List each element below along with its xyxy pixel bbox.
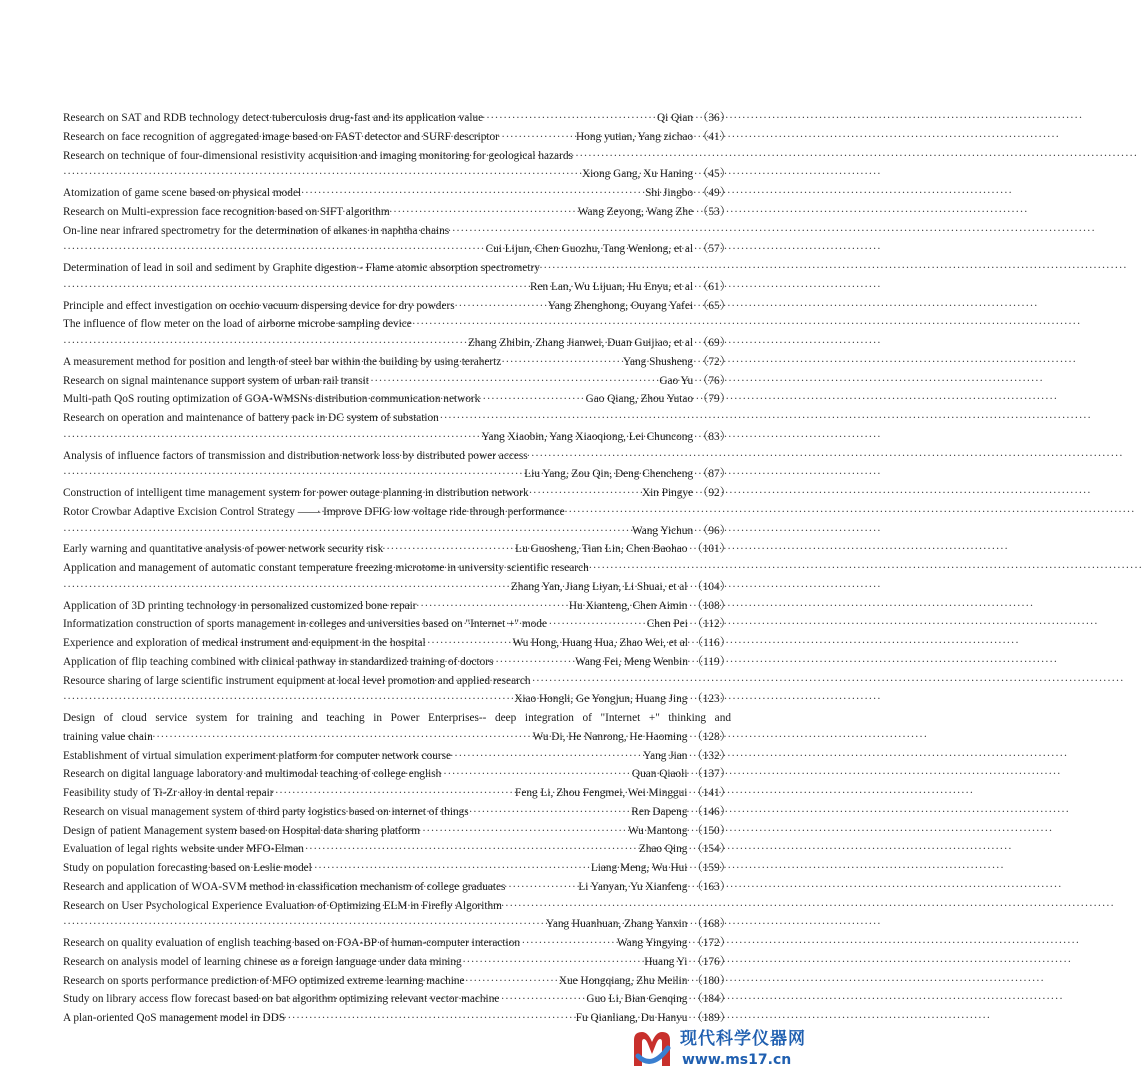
toc-entry-page: （92） [697,487,731,499]
dot-leader [273,409,731,428]
toc-entry[interactable] [63,447,731,485]
toc-entry-title: Design of patient Management system based on Hospital data sharing platform [63,824,421,837]
toc-entry-page: （150） [691,824,731,837]
toc-entry-page: （41） [697,130,731,143]
toc-entry-title: Application of flip teaching combined with clinical pathway in standardized training of doctors [63,655,494,668]
toc-entry[interactable] [63,747,731,766]
dot-leader [220,297,548,316]
toc-entry-title: Research on Multi-expression face recognition based on SIFT algorithm [63,205,390,218]
toc-entry-authors: Chen Pei [646,618,688,631]
toc-entry-title: Research on analysis model of learning chinese as a foreign language under data mining [63,955,462,968]
toc-entry-page: （65） [697,299,731,312]
toc-entry-title: Research on technique of four-dimensional resistivity acquisition and imaging monitoring for geological hazards [63,149,573,162]
dot-leader [156,784,516,803]
toc-entry[interactable] [63,184,731,203]
toc-entry-authors: Wang Fei, Meng Wenbin [575,655,688,668]
toc-entry-page: （57） [697,243,731,256]
toc-entry[interactable] [63,128,731,147]
toc-entry-authors: Xiao Hongli, Ge Yongjun, Huang Jing [514,693,688,706]
toc-entry[interactable] [63,484,731,503]
toc-entry-authors: Wu Mantong [627,824,688,837]
toc-entry-title: Multi-path QoS routing optimization of GOA-WMSNs distribution communication network [63,393,481,406]
watermark-site-name: 现代科学仪器网 [680,1029,806,1049]
toc-entry[interactable] [63,878,731,897]
dot-leader [263,315,731,334]
toc-entry[interactable] [63,559,731,597]
toc-entry-page: （96） [697,524,731,537]
toc-entry-title: Evaluation of legal rights website under MFO-Elman [63,843,304,856]
toc-entry-page: （76） [697,374,731,387]
toc-entry[interactable] [63,990,731,1009]
dot-leader [226,972,559,991]
toc-entry[interactable] [63,897,731,935]
toc-entry-authors: Qi Qian [657,112,694,124]
dot-leader [194,840,639,859]
dot-leader [258,353,623,372]
toc-entry[interactable] [63,203,731,222]
dot-leader [216,597,569,616]
toc-entry-page: （146） [691,805,731,818]
toc-entry-page: （141） [691,787,731,799]
dot-leader [280,615,647,634]
dot-leader [296,897,731,916]
toc-entry-title: Early warning and quantitative analysis of power network security risk [63,543,384,556]
dot-leader [244,878,579,897]
toc-entry-title: Experience and exploration of medical instrument and equipment in the hospital [63,637,426,649]
toc-entry-title: Determination of lead in soil and sediment by Graphite digestion - Flame atomic absorption spectrometry [63,262,540,274]
toc-entry[interactable] [63,822,731,841]
dot-leader [324,559,731,578]
toc-entry-title: Principle and effect investigation on occhio vacuum dispersing device for dry powders [63,299,455,312]
dot-leader [317,503,731,522]
toc-entry-page: （159） [691,862,731,874]
toc-entry-title: Feasibility study of Ti-Zr alloy in dental repair [63,787,274,799]
toc-entry-title: Application of 3D printing technology in personalized customized bone repair [63,599,417,612]
toc-entry[interactable] [63,953,731,972]
table-of-contents [63,109,731,1028]
toc-entry-authors: Wang Yichun [631,524,694,537]
toc-entry-authors: Xiong Gang, Xu Haning [582,168,694,181]
dot-leader [225,372,659,391]
toc-entry-title: Resource sharing of large scientific instrument equipment at local level promotion and applied research [63,674,531,687]
toc-entry-page: （53） [697,205,731,218]
dot-leader [63,578,511,597]
toc-entry[interactable] [63,222,731,260]
toc-entry-page: （72） [697,355,731,368]
toc-entry-page: （104） [691,580,731,593]
toc-entry-authors: Yang Huanhuan, Zhang Yanxin [545,918,688,931]
toc-entry[interactable] [63,540,731,559]
toc-entry-authors: Liu Yang, Zou Qin, Deng Chencheng [524,468,694,481]
toc-entry-page: （184） [691,993,731,1006]
toc-entry-authors: Wang Zeyong, Wang Zhe [577,205,694,218]
toc-entry-authors: Wu Hong, Huang Hua, Zhao Wei, et al [512,637,688,649]
dot-leader [63,240,486,259]
dot-leader [273,484,642,503]
toc-entry[interactable] [63,615,731,634]
toc-entry-page: （101） [691,543,731,556]
letter-m-logo-icon [628,1026,676,1074]
toc-entry[interactable] [63,297,731,316]
toc-entry[interactable] [63,259,731,297]
watermark-site-url[interactable]: www.ms17.cn [682,1052,792,1068]
toc-entry-title-continued: training value chain [63,730,153,743]
toc-entry-authors: Cui Lijun, Chen Guozhu, Tang Wenlong, et al [485,243,694,256]
dot-leader [63,690,514,709]
toc-entry-authors: Zhao Qing [638,843,688,856]
toc-entry-page: （87） [697,468,731,481]
toc-entry[interactable] [63,784,731,803]
toc-entry-page: （180） [691,974,731,987]
toc-entry-page: （132） [691,749,731,762]
toc-entry-page: （163） [691,880,731,893]
toc-entry-page: （189） [691,1012,731,1024]
toc-entry[interactable] [63,934,731,953]
dot-leader [63,465,524,484]
toc-entry-title: Study on library access flow forecast based on bat algorithm optimizing relevant vector machine [63,993,500,1006]
toc-entry-title: The influence of flow meter on the load of airborne microbe sampling device [63,318,412,331]
toc-entry-title: Analysis of influence factors of transmission and distribution network loss by distributed power access [63,449,528,462]
toc-entry-authors: Wu Di, He Nanrong, He Haoming [532,730,688,743]
dot-leader [262,934,617,953]
toc-entry-page: （154） [691,843,731,856]
toc-entry[interactable] [63,409,731,447]
toc-entry-authors: Gao Qiang, Zhou Yutao [585,393,694,406]
toc-entry[interactable] [63,803,731,822]
toc-entry-authors: Wang Yingying [616,937,688,949]
toc-entry-page: （83） [697,430,731,443]
toc-entry[interactable] [63,972,731,991]
toc-entry-authors: Liang Meng, Wu Hui [590,862,688,874]
toc-entry-page: （172） [691,937,731,949]
dot-leader [63,428,481,447]
toc-entry-title: Study on population forecasting based on Leslie model [63,862,312,874]
toc-entry-authors: Quan Qiaoli [631,768,688,781]
toc-entry-authors: Ren Lan, Wu Lijuan, Hu Enyu, et al [529,280,694,293]
toc-entry-page: （123） [691,693,731,706]
toc-entry-title: Rotor Crowbar Adaptive Excision Control Strategy —— Improve DFIG low voltage ride through performance [63,505,565,518]
toc-entry-authors: Guo Li, Bian Genqing [586,993,688,1006]
toc-entry-title: Research on visual management system of third party logistics based on internet of things [63,805,469,818]
toc-entry[interactable] [63,315,731,353]
toc-entry[interactable] [63,353,731,372]
dot-leader [109,728,532,747]
toc-entry-title: Research on face recognition of aggregated image based on FAST detector and SURF descriptor [63,130,499,143]
dot-leader [210,203,578,222]
toc-entry-authors: Fu Qianliang, Du Hanyu [575,1012,688,1024]
toc-entry-title: Atomization of game scene based on physical model [63,187,302,199]
dot-leader [63,165,582,184]
toc-entry-authors: Ren Dapeng [631,805,688,818]
dot-leader [305,447,731,466]
toc-entry-page: （45） [697,168,731,181]
toc-entry-title: A plan-oriented QoS management model in DDS [63,1012,286,1024]
dot-leader [63,278,530,297]
toc-entry-page: （128） [691,730,731,743]
dot-leader [172,1009,575,1028]
toc-entry-authors: Hu Xianteng, Chen Aimin [568,599,688,612]
toc-entry[interactable] [63,709,731,747]
dot-leader [186,859,591,878]
toc-entry-title: Establishment of virtual simulation experiment platform for computer network course [63,749,452,762]
toc-entry-page: （61） [697,280,731,293]
toc-entry-page: （49） [697,187,731,199]
toc-entry-authors: Feng Li, Zhou Fengmei, Wei Minggui [515,787,688,799]
dot-leader [241,128,576,147]
dot-leader [319,147,731,166]
toc-entry[interactable] [63,390,731,409]
dot-leader [277,222,731,241]
dot-leader [265,109,657,128]
toc-entry[interactable] [63,765,731,784]
toc-entry-authors: Shi Jingbo [645,187,694,199]
toc-entry-title: Research on sports performance prediction of MFO optimized extreme learning machine [63,974,465,987]
toc-entry-title: Construction of intelligent time management system for power outage planning in distribution network [63,487,529,499]
dot-leader [63,522,632,541]
toc-entry-page: （119） [691,655,731,668]
toc-entry[interactable] [63,597,731,616]
toc-entry-authors: Zhang Zhibin, Zhang Jianwei, Duan Guijiao, et al [467,337,694,349]
toc-entry-authors: Yang Xiaobin, Yang Xiaoqiong, Lei Chuncong [481,430,694,443]
toc-entry[interactable] [63,372,731,391]
toc-entry-title: Research on digital language laboratory and multimodal teaching of college english [63,768,442,781]
toc-entry[interactable] [63,634,731,653]
dot-leader [194,184,645,203]
toc-entry-authors: Huang Yi [644,955,688,968]
watermark [628,1022,806,1080]
toc-entry-authors: Xin Pingye [641,487,694,499]
dot-leader [253,953,644,972]
toc-entry-authors: Li Yanyan, Yu Xianfeng [578,880,688,893]
toc-entry-title: A measurement method for position and length of steel bar within the building by using terahertz [63,355,502,368]
toc-entry-authors: Lu Guosheng, Tian Lin, Chen Baohao [515,543,688,556]
toc-entry-authors: Hong yutian, Yang zichao [576,130,694,143]
dot-leader [63,334,468,353]
dot-leader [240,653,576,672]
toc-entry-authors: Zhang Yan, Jiang Liyan, Li Shuai, et al [510,580,688,593]
toc-entry[interactable] [63,859,731,878]
dot-leader [63,915,546,934]
toc-entry-page: （137） [691,768,731,781]
toc-entry-title: Research on signal maintenance support system of urban rail transit [63,374,369,387]
toc-entry-authors: Yang Shusheng [622,355,694,368]
dot-leader [201,634,512,653]
toc-entry-page: （168） [691,918,731,931]
toc-entry-title: On-line near infrared spectrometry for the determination of alkanes in naphtha chains [63,224,450,237]
dot-leader [309,259,731,278]
dot-leader [245,990,586,1009]
toc-entry-page: （176） [691,955,731,968]
dot-leader [251,803,631,822]
toc-entry-page: （112） [691,618,731,631]
dot-leader [240,390,586,409]
dot-leader [306,672,731,691]
toc-entry-authors: Yang Zhenghong, Ouyang Yafei [547,299,694,312]
toc-entry[interactable] [63,147,731,185]
toc-entry-title: Research on operation and maintenance of battery pack in DC system of substation [63,412,439,424]
toc-entry[interactable] [63,840,731,859]
toc-entry-authors: Xue Hongqiang, Zhu Meilin [558,974,688,987]
toc-entry-title: Research on SAT and RDB technology detect tuberculosis drug-fast and its application value [63,112,484,124]
toc-entry-authors: Gao Yu [659,374,694,387]
toc-entry[interactable] [63,672,731,710]
toc-entry-page: （108） [691,599,731,612]
toc-entry-title: Informatization construction of sports management in colleges and universities based on "Internet +" mode [63,618,547,631]
toc-entry-page: （116） [691,637,731,649]
toc-entry[interactable] [63,109,731,128]
dot-leader [190,540,515,559]
toc-entry-title: Research on User Psychological Experience Evaluation of Optimizing ELM in Firefly Algorithm [63,899,502,912]
toc-entry-page: （69） [697,337,731,349]
toc-entry-title: Research and application of WOA-SVM method in classification mechanism of college graduates [63,880,506,893]
toc-entry-page: （79） [697,393,731,406]
dot-leader [250,747,643,766]
toc-entry-title: Research on quality evaluation of english teaching based on FOA-BP of human-computer interaction [63,937,520,949]
dot-leader [235,822,628,841]
toc-entry-page: （36） [697,112,731,124]
toc-entry[interactable] [63,653,731,672]
toc-entry-title: Design of cloud service system for training and teaching in Power Enterprises-- deep integration of "Internet +" thinking and [63,712,731,724]
dot-leader [243,765,632,784]
toc-entry-authors: Yang Jian [643,749,688,762]
toc-entry[interactable] [63,503,731,541]
toc-entry-title: Application and management of automatic constant temperature freezing microtome in university scientific research [63,562,589,574]
